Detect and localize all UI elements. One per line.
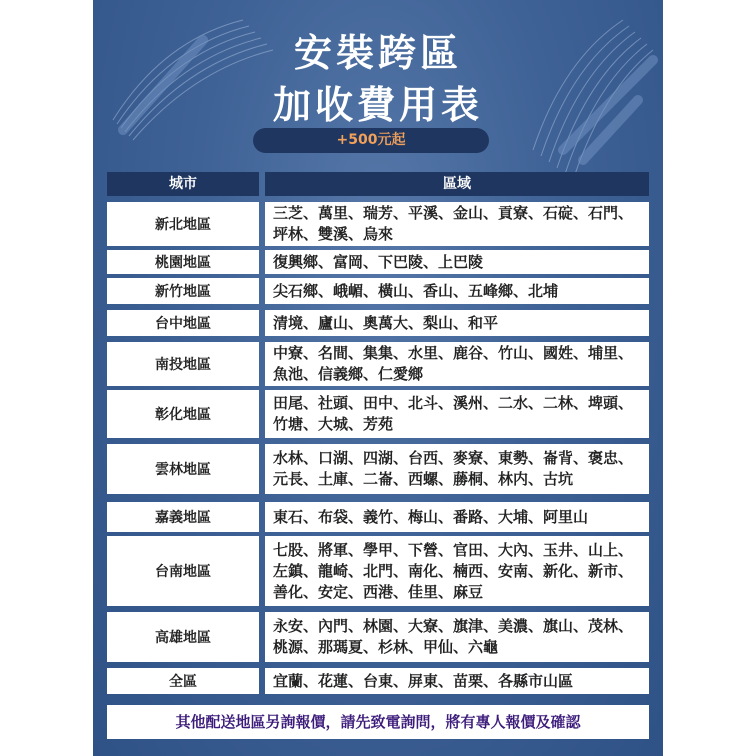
city-cell: 高雄地區 [107, 612, 259, 662]
city-cell: 台中地區 [107, 310, 259, 336]
area-cell: 七股、將軍、學甲、下營、官田、大內、玉井、山上、左鎮、龍崎、北門、南化、楠西、安南、新化、新市、善化、安定、西港、佳里、麻豆 [265, 536, 649, 606]
area-cell: 永安、內門、林園、大寮、旗津、美濃、旗山、茂林、桃源、那瑪夏、杉林、甲仙、六龜 [265, 612, 649, 662]
city-cell: 南投地區 [107, 342, 259, 386]
area-cell: 中寮、名間、集集、水里、鹿谷、竹山、國姓、埔里、魚池、信義鄉、仁愛鄉 [265, 342, 649, 386]
header-area: 區域 [265, 172, 649, 196]
city-cell: 桃園地區 [107, 250, 259, 274]
area-cell: 田尾、社頭、田中、北斗、溪州、二水、二林、埤頭、竹塘、大城、芳苑 [265, 390, 649, 438]
title-line-1: 安裝跨區 [293, 30, 462, 75]
city-cell: 新北地區 [107, 202, 259, 246]
city-cell: 全區 [107, 668, 259, 694]
price-badge: +500元起 [253, 128, 489, 153]
city-cell: 新竹地區 [107, 278, 259, 304]
area-cell: 東石、布袋、義竹、梅山、番路、大埔、阿里山 [265, 502, 649, 532]
city-cell: 台南地區 [107, 536, 259, 606]
header-city: 城市 [107, 172, 259, 196]
area-cell: 三芝、萬里、瑞芳、平溪、金山、貢寮、石碇、石門、坪林、雙溪、烏來 [265, 202, 649, 246]
poster [93, 0, 663, 756]
city-cell: 雲林地區 [107, 444, 259, 494]
city-cell: 彰化地區 [107, 390, 259, 438]
area-cell: 復興鄉、富岡、下巴陵、上巴陵 [265, 250, 649, 274]
area-cell: 水林、口湖、四湖、台西、麥寮、東勢、崙背、褒忠、元長、土庫、二崙、西螺、蕂桐、林内、古坑 [265, 444, 649, 494]
area-cell: 宜蘭、花蓮、台東、屏東、苗栗、各縣市山區 [265, 668, 649, 694]
city-cell: 嘉義地區 [107, 502, 259, 532]
footer-note: 其他配送地區另詢報價，請先致電詢問，將有專人報價及確認 [107, 705, 649, 739]
area-cell: 尖石鄉、峨嵋、橫山、香山、五峰鄉、北埔 [265, 278, 649, 304]
area-cell: 清境、廬山、奧萬大、梨山、和平 [265, 310, 649, 336]
title-line-2: 加收費用表 [272, 82, 483, 127]
